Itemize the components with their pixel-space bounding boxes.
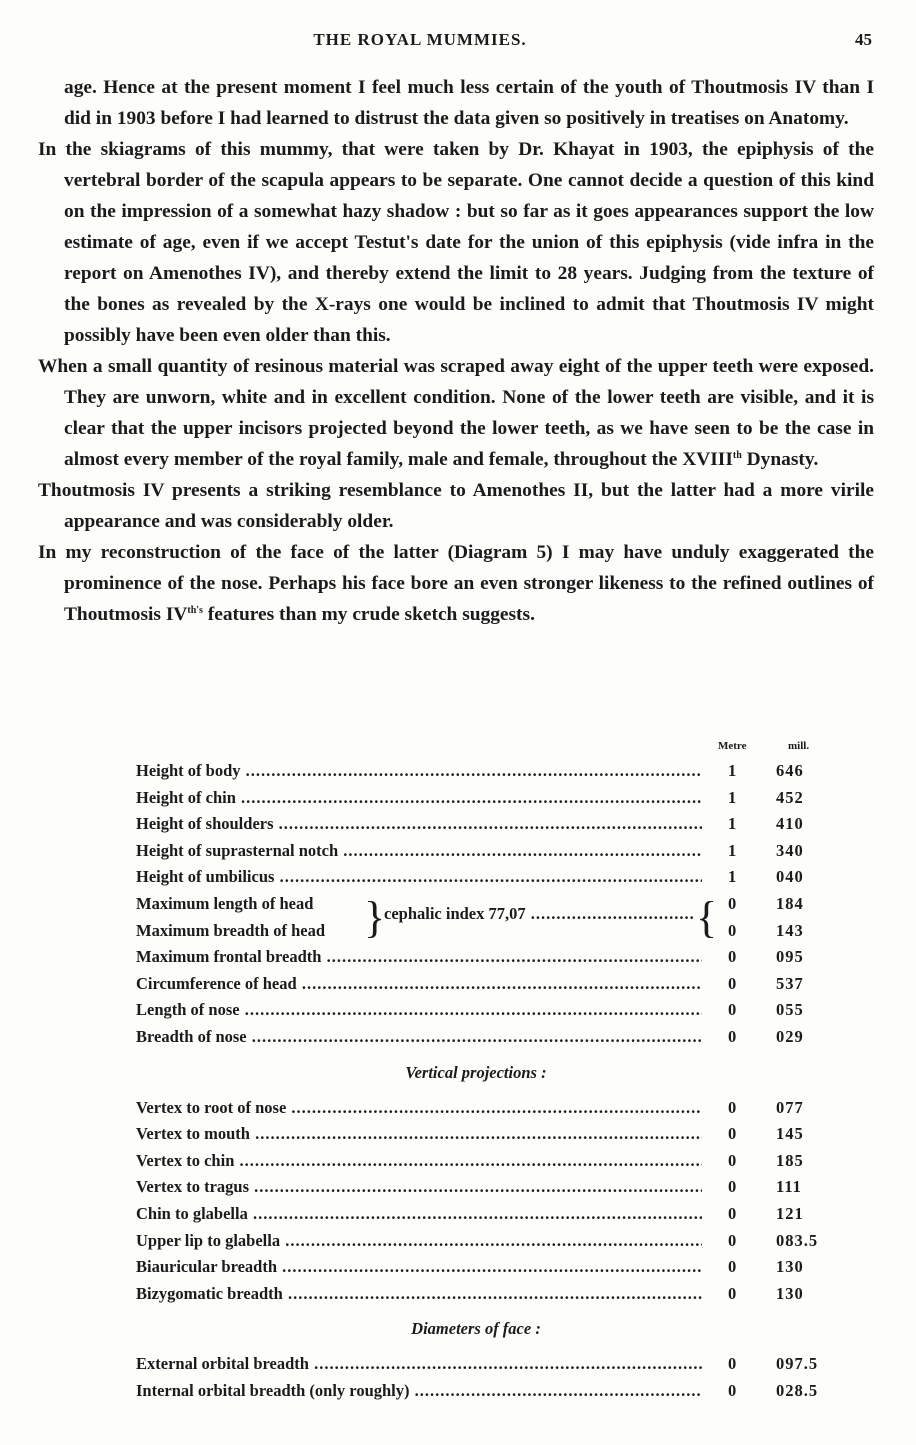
table-row xyxy=(136,1201,816,1228)
paragraph-5 xyxy=(38,537,874,630)
row-mill: 055 xyxy=(776,1000,804,1020)
row-mill: 121 xyxy=(776,1203,804,1223)
table-row xyxy=(136,864,816,891)
row-mill: 077 xyxy=(776,1097,804,1117)
row-metre: 0 xyxy=(728,1177,737,1197)
row-mill: 130 xyxy=(776,1283,804,1303)
row-metre: 0 xyxy=(728,1097,737,1117)
row-metre: 0 xyxy=(728,947,737,967)
row-metre: 0 xyxy=(728,1283,737,1303)
row-mill: 083.5 xyxy=(776,1230,819,1250)
brace-left: } xyxy=(364,892,386,942)
row-mill: 340 xyxy=(776,840,804,860)
brace-right: { xyxy=(696,892,718,942)
paragraph-3 xyxy=(38,351,874,475)
table-row xyxy=(136,997,816,1024)
table-row xyxy=(136,1174,816,1201)
paragraph-3-sup: th xyxy=(732,450,742,461)
row-metre: 0 xyxy=(728,1124,737,1144)
row-mill: 537 xyxy=(776,973,804,993)
table-row xyxy=(136,1254,816,1281)
section-diameters-of-face: Diameters of face : xyxy=(411,1319,541,1339)
row-mill: 145 xyxy=(776,1124,804,1144)
row-label: Chin to glabella ..... xyxy=(136,1201,702,1228)
row-mill: 646 xyxy=(776,761,804,780)
max-breadth-label: Maximum breadth of head xyxy=(136,920,325,940)
row-label: Height of chin ..... xyxy=(136,785,702,812)
row-label: Height of shoulders ..... xyxy=(136,811,702,838)
row-metre: 0 xyxy=(728,1354,737,1374)
max-breadth-metre: 0 xyxy=(728,920,737,940)
row-label: Vertex to root of nose ..... xyxy=(136,1095,702,1122)
row-metre: 1 xyxy=(728,867,737,887)
table-row xyxy=(136,838,816,865)
row-label: Circumference of head ..... xyxy=(136,971,702,998)
row-label: Height of umbilicus ..... xyxy=(136,864,702,891)
row-mill: 097.5 xyxy=(776,1354,819,1374)
row-metre: 0 xyxy=(728,1150,737,1170)
row-metre: 1 xyxy=(728,840,737,860)
row-mill: 185 xyxy=(776,1150,804,1170)
paragraph-5-sup: th's xyxy=(187,605,203,616)
table-row xyxy=(136,1121,816,1148)
cephalic-index: cephalic index 77,07 ..... xyxy=(384,904,694,924)
row-mill: 111 xyxy=(776,1177,802,1197)
running-title: THE ROYAL MUMMIES. xyxy=(313,30,527,49)
head-dimensions-group xyxy=(136,891,816,944)
table-row xyxy=(136,1378,819,1405)
row-metre: 0 xyxy=(728,1026,737,1046)
rows-group-d xyxy=(136,1351,819,1404)
max-length-label: Maximum length of head xyxy=(136,893,314,913)
paragraph-3-tail: Dynasty. xyxy=(741,449,819,470)
table-row xyxy=(136,811,816,838)
row-mill: 028.5 xyxy=(776,1380,819,1400)
table-row xyxy=(136,758,816,785)
row-metre: 0 xyxy=(728,1380,737,1400)
rows-group-a xyxy=(136,758,816,891)
unit-metre: Metre xyxy=(718,740,747,752)
row-metre: 1 xyxy=(728,787,737,807)
measurements-table xyxy=(136,736,819,1404)
row-label: Maximum frontal breadth ..... xyxy=(136,944,702,971)
page-header xyxy=(0,30,916,54)
row-label: Upper lip to glabella ..... xyxy=(136,1228,702,1255)
units-row xyxy=(136,736,816,758)
row-mill: 452 xyxy=(776,787,804,807)
row-mill: 410 xyxy=(776,814,804,834)
row-label: Breadth of nose ..... xyxy=(136,1024,702,1051)
row-metre: 0 xyxy=(728,1230,737,1250)
row-label: Vertex to mouth ..... xyxy=(136,1121,702,1148)
table-row xyxy=(136,1095,816,1122)
table-row xyxy=(136,1024,816,1051)
row-metre: 0 xyxy=(728,1257,737,1277)
table-row xyxy=(136,944,816,971)
paragraph-3-text: When a small quantity of resinous material was scraped away eight of the upper teeth were exposed. They are unworn, white and in excellent condition. None of the lower teeth are visible, and it is clear that the upper incisors projected beyond the lower teeth, as we have seen to be the case in almost every member of the royal family, male and female, throughout the XVIII xyxy=(38,356,874,470)
row-metre: 0 xyxy=(728,973,737,993)
row-label: Vertex to chin ..... xyxy=(136,1148,702,1175)
table-row xyxy=(136,785,816,812)
section-vertical-projections: Vertical projections : xyxy=(405,1062,547,1082)
rows-group-b xyxy=(136,944,816,1050)
paragraph-5-tail: features than my crude sketch suggests. xyxy=(202,604,535,625)
paragraph-2: In the skiagrams of this mummy, that were taken by Dr. Khayat in 1903, the epiphysis of the vertebral border of the scapula appears to be separate. One cannot decide a question of this kind on the impression of a somewhat hazy shadow : but so far as it goes appearances support the low estimate of age, even if we accept Testut's date for the union of this epiphysis (vide infra in the report on Amenothes IV), and thereby extend the limit to 28 years. Judging from the texture of the bones as revealed by the X-rays one would be inclined to admit that Thoutmosis IV might possibly have been even older than this. xyxy=(38,139,874,346)
rows-group-c xyxy=(136,1095,819,1308)
row-mill: 130 xyxy=(776,1257,804,1277)
paragraph-1: age. Hence at the present moment I feel much less certain of the youth of Thoutmosis IV than I did in 1903 before I had learned to distrust the data given so positively in treatises on Anatomy. xyxy=(64,77,874,129)
row-metre: 1 xyxy=(728,814,737,834)
row-label: Length of nose ..... xyxy=(136,997,702,1024)
row-label: Bizygomatic breadth ..... xyxy=(136,1281,702,1308)
paragraph-5-text: In my reconstruction of the face of the latter (Diagram 5) I may have unduly exaggerated the prominence of the nose. Perhaps his face bore an even stronger likeness to the refined outlines of Thoutmosis IV xyxy=(38,542,874,625)
row-label: Biauricular breadth ..... xyxy=(136,1254,702,1281)
row-metre: 0 xyxy=(728,1000,737,1020)
row-mill: 040 xyxy=(776,867,804,887)
row-mill: 029 xyxy=(776,1026,804,1046)
row-mill: 095 xyxy=(776,947,804,967)
table-row xyxy=(136,1228,819,1255)
row-metre: 1 xyxy=(728,761,737,780)
table-row xyxy=(136,1281,816,1308)
paragraph-4: Thoutmosis IV presents a striking resemblance to Amenothes II, but the latter had a more virile appearance and was considerably older. xyxy=(38,480,874,532)
row-label: External orbital breadth ..... xyxy=(136,1351,702,1378)
body-text xyxy=(38,72,874,630)
table-row xyxy=(136,1148,816,1175)
table-row xyxy=(136,971,816,998)
row-label: Height of body ..... xyxy=(136,758,702,785)
table-row xyxy=(136,1351,819,1378)
row-label: Internal orbital breadth (only roughly) ..... xyxy=(136,1378,702,1405)
row-label: Height of suprasternal notch ..... xyxy=(136,838,702,865)
unit-mill: mill. xyxy=(788,740,810,752)
max-breadth-mill: 143 xyxy=(776,920,804,940)
max-length-metre: 0 xyxy=(728,893,737,913)
row-label: Vertex to tragus ..... xyxy=(136,1174,702,1201)
page-number: 45 xyxy=(855,30,872,49)
row-metre: 0 xyxy=(728,1203,737,1223)
max-length-mill: 184 xyxy=(776,893,804,913)
